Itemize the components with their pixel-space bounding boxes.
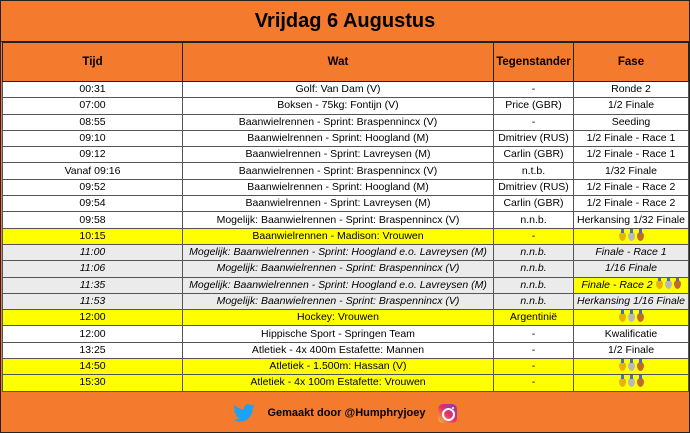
cell-time-text: 11:53: [79, 295, 106, 307]
cell-opponent-text: n.n.b.: [520, 246, 547, 259]
cell-opponent: [494, 375, 574, 391]
cell-time: [3, 375, 183, 391]
medal-icons: [656, 280, 681, 289]
cell-opponent: [494, 147, 574, 163]
cell-phase-text: Ronde 2: [611, 83, 651, 96]
cell-time: [3, 82, 183, 98]
silver-medal-icon: [628, 362, 635, 371]
cell-opponent: [494, 228, 574, 244]
cell-opponent: [494, 342, 574, 358]
cell-what-text: Baanwielrennen - Sprint: Braspennincx (V): [238, 115, 438, 128]
cell-what-text: Hippische Sport - Springen Team: [261, 327, 415, 340]
cell-what-text: Mogelijk: Baanwielrennen - Sprint: Hoogland e.o. Lavreysen (M): [189, 246, 487, 259]
cell-time-text: 10:15: [79, 229, 106, 242]
cell-what: [183, 98, 494, 114]
title-bar: [1, 1, 689, 42]
cell-opponent: [494, 244, 574, 260]
bronze-medal-icon: [637, 378, 644, 387]
cell-what: [183, 261, 494, 277]
cell-what: [183, 228, 494, 244]
cell-what: [183, 114, 494, 130]
cell-time-text: 09:12: [79, 148, 106, 161]
cell-time: [3, 293, 183, 309]
cell-what-text: Atletiek - 4x 400m Estafette: Mannen: [251, 343, 425, 356]
cell-opponent-text: n.t.b.: [521, 164, 546, 177]
cell-opponent-text: -: [531, 229, 536, 242]
cell-what: [183, 375, 494, 391]
cell-opponent-text: Argentinië: [509, 311, 558, 324]
cell-what: [183, 326, 494, 342]
column-header-phase: Fase: [574, 43, 689, 82]
table-row: [3, 375, 689, 391]
cell-opponent: [494, 359, 574, 375]
header-row: [3, 43, 689, 82]
table-row: [3, 196, 689, 212]
cell-phase: [574, 293, 689, 309]
cell-phase: [574, 130, 689, 146]
cell-opponent-text: -: [531, 360, 536, 373]
table-row: [3, 359, 689, 375]
cell-time-text: 11:06: [79, 262, 106, 275]
gold-medal-icon: [656, 280, 663, 289]
medal-icons: [619, 313, 644, 322]
cell-what: [183, 293, 494, 309]
cell-opponent: [494, 82, 574, 98]
cell-phase: [574, 244, 689, 260]
column-header-time: Tijd: [3, 43, 183, 82]
cell-opponent-text: -: [531, 115, 536, 128]
cell-opponent: [494, 130, 574, 146]
cell-time: [3, 196, 183, 212]
cell-what-text: Boksen - 75kg: Fontijn (V): [277, 99, 399, 112]
cell-phase: [574, 179, 689, 195]
cell-time: [3, 147, 183, 163]
cell-phase: [574, 261, 689, 277]
cell-what: [183, 359, 494, 375]
cell-time-text: 08:55: [79, 115, 106, 128]
cell-what-text: Baanwielrennen - Sprint: Hoogland (M): [247, 132, 429, 145]
column-header-opponent: Tegenstander: [494, 43, 574, 82]
cell-opponent-text: -: [531, 376, 536, 389]
silver-medal-icon: [665, 280, 672, 289]
cell-phase: [574, 310, 689, 326]
gold-medal-icon: [619, 313, 626, 322]
table-row: [3, 310, 689, 326]
cell-phase: [574, 375, 689, 391]
cell-time: [3, 212, 183, 228]
footer: [1, 393, 689, 433]
cell-what-text: Baanwielrennen - Sprint: Hoogland (M): [247, 180, 429, 193]
cell-opponent-text: Dmitriev (RUS): [498, 132, 569, 145]
cell-opponent-text: n.n.b.: [520, 213, 547, 226]
cell-what: [183, 82, 494, 98]
table-row: [3, 179, 689, 195]
cell-time: [3, 310, 183, 326]
gold-medal-icon: [619, 378, 626, 387]
cell-opponent-text: Carlin (GBR): [503, 197, 564, 210]
cell-time-text: 13:25: [79, 343, 106, 356]
cell-time-text: 14:50: [79, 360, 106, 373]
cell-what-text: Baanwielrennen - Sprint: Braspennincx (V): [238, 164, 438, 177]
cell-what-text: Hockey: Vrouwen: [297, 311, 379, 324]
cell-opponent: [494, 196, 574, 212]
cell-time-text: 09:10: [79, 132, 106, 145]
cell-what-text: Mogelijk: Baanwielrennen - Sprint: Braspennincx (V): [216, 262, 460, 275]
cell-time-text: 15:30: [79, 376, 106, 389]
cell-phase-text: Finale - Race 2: [581, 278, 653, 291]
medal-icons: [619, 378, 644, 387]
cell-time-text: 09:52: [79, 180, 106, 193]
cell-phase: [574, 114, 689, 130]
cell-opponent-text: -: [531, 343, 536, 356]
cell-what: [183, 147, 494, 163]
cell-time: [3, 359, 183, 375]
cell-phase: [574, 147, 689, 163]
cell-what: [183, 277, 494, 293]
cell-phase-text: 1/2 Finale - Race 2: [586, 180, 676, 193]
cell-what-text: Golf: Van Dam (V): [295, 83, 381, 96]
cell-time: [3, 228, 183, 244]
table-row: [3, 130, 689, 146]
cell-time-text: 12:00: [79, 327, 106, 340]
silver-medal-icon: [628, 232, 635, 241]
cell-phase-text: 1/2 Finale - Race 1: [586, 148, 676, 161]
cell-what: [183, 130, 494, 146]
cell-what-text: Atletiek - 4x 100m Estafette: Vrouwen: [250, 376, 426, 389]
cell-phase-text: 1/2 Finale: [607, 343, 655, 356]
cell-opponent: [494, 179, 574, 195]
cell-time: [3, 163, 183, 179]
cell-what-text: Baanwielrennen - Sprint: Lavreysen (M): [245, 197, 431, 210]
cell-phase: [574, 277, 689, 293]
cell-time: [3, 342, 183, 358]
cell-phase-text: 1/2 Finale - Race 1: [586, 132, 676, 145]
cell-phase: [574, 342, 689, 358]
medal-icons: [619, 232, 644, 241]
silver-medal-icon: [628, 378, 635, 387]
cell-phase: [574, 359, 689, 375]
cell-time: [3, 114, 183, 130]
silver-medal-icon: [628, 313, 635, 322]
cell-opponent-text: n.n.b.: [520, 278, 547, 291]
page-title: Vrijdag 6 Augustus: [254, 9, 436, 32]
cell-what: [183, 342, 494, 358]
cell-opponent-text: Price (GBR): [505, 99, 562, 112]
cell-what-text: Mogelijk: Baanwielrennen - Sprint: Braspennincx (V): [216, 213, 460, 226]
cell-time-text: 11:00: [79, 246, 106, 259]
bronze-medal-icon: [674, 280, 681, 289]
cell-phase-text: Herkansing 1/16 Finale: [577, 295, 685, 307]
cell-phase: [574, 196, 689, 212]
cell-time-text: Vanaf 09:16: [64, 164, 121, 177]
medal-icons: [619, 362, 644, 371]
cell-time-text: 11:35: [79, 278, 106, 291]
table-row: [3, 244, 689, 260]
cell-opponent-text: Dmitriev (RUS): [498, 180, 569, 193]
cell-what: [183, 163, 494, 179]
cell-opponent: [494, 293, 574, 309]
table-row: [3, 342, 689, 358]
footer-credit: Gemaakt door @Humphryjoey: [267, 407, 426, 419]
cell-what-text: Baanwielrennen - Madison: Vrouwen: [252, 229, 424, 242]
cell-what-text: Mogelijk: Baanwielrennen - Sprint: Hoogland e.o. Lavreysen (M): [189, 278, 487, 291]
cell-phase-text: Herkansing 1/32 Finale: [577, 213, 685, 226]
cell-opponent: [494, 98, 574, 114]
bronze-medal-icon: [637, 232, 644, 241]
schedule-table: [2, 42, 689, 392]
cell-opponent: [494, 212, 574, 228]
schedule-body: [3, 82, 689, 392]
cell-opponent-text: n.n.b.: [520, 295, 547, 307]
table-row: [3, 277, 689, 293]
cell-what: [183, 179, 494, 195]
cell-what-text: Mogelijk: Baanwielrennen - Sprint: Braspennincx (V): [216, 295, 460, 307]
cell-time-text: 07:00: [79, 99, 106, 112]
table-row: [3, 147, 689, 163]
cell-phase-text: 1/2 Finale - Race 2: [586, 197, 676, 210]
table-row: [3, 114, 689, 130]
cell-phase: [574, 228, 689, 244]
cell-time-text: 09:54: [79, 197, 106, 210]
cell-phase-text: Kwalificatie: [604, 327, 658, 340]
cell-phase: [574, 98, 689, 114]
cell-phase-text: Seeding: [611, 115, 651, 128]
cell-phase: [574, 326, 689, 342]
cell-opponent-text: -: [531, 83, 536, 96]
cell-opponent: [494, 261, 574, 277]
cell-phase-text: 1/32 Finale: [605, 164, 657, 177]
cell-opponent: [494, 277, 574, 293]
cell-opponent: [494, 326, 574, 342]
cell-opponent: [494, 114, 574, 130]
cell-time-text: 09:58: [79, 213, 106, 226]
cell-time: [3, 130, 183, 146]
cell-what-text: Baanwielrennen - Sprint: Lavreysen (M): [245, 148, 431, 161]
table-row: [3, 326, 689, 342]
table-row: [3, 212, 689, 228]
table-row: [3, 163, 689, 179]
cell-phase: [574, 212, 689, 228]
twitter-icon[interactable]: [233, 404, 255, 422]
cell-time: [3, 179, 183, 195]
column-header-what: Wat: [183, 43, 494, 82]
instagram-icon[interactable]: [438, 404, 457, 423]
table-row: [3, 82, 689, 98]
cell-what: [183, 310, 494, 326]
cell-phase-text: 1/16 Finale: [605, 262, 657, 275]
cell-opponent-text: -: [531, 327, 536, 340]
bronze-medal-icon: [637, 362, 644, 371]
table-row: [3, 98, 689, 114]
table-row: [3, 293, 689, 309]
bronze-medal-icon: [637, 313, 644, 322]
cell-phase: [574, 163, 689, 179]
gold-medal-icon: [619, 362, 626, 371]
cell-time-text: 12:00: [79, 311, 106, 324]
table-row: [3, 261, 689, 277]
cell-opponent: [494, 163, 574, 179]
cell-phase-text: Finale - Race 1: [595, 246, 667, 259]
table-row: [3, 228, 689, 244]
cell-time: [3, 98, 183, 114]
cell-phase-text: 1/2 Finale: [607, 99, 655, 112]
cell-opponent-text: Carlin (GBR): [503, 148, 564, 161]
cell-phase: [574, 82, 689, 98]
cell-what-text: Atletiek - 1.500m: Hassan (V): [269, 360, 407, 373]
cell-time: [3, 277, 183, 293]
cell-time-text: 00:31: [79, 83, 106, 96]
gold-medal-icon: [619, 232, 626, 241]
cell-opponent: [494, 310, 574, 326]
cell-time: [3, 326, 183, 342]
cell-time: [3, 261, 183, 277]
cell-what: [183, 212, 494, 228]
cell-what: [183, 244, 494, 260]
cell-opponent-text: n.n.b.: [520, 262, 547, 275]
cell-time: [3, 244, 183, 260]
cell-what: [183, 196, 494, 212]
